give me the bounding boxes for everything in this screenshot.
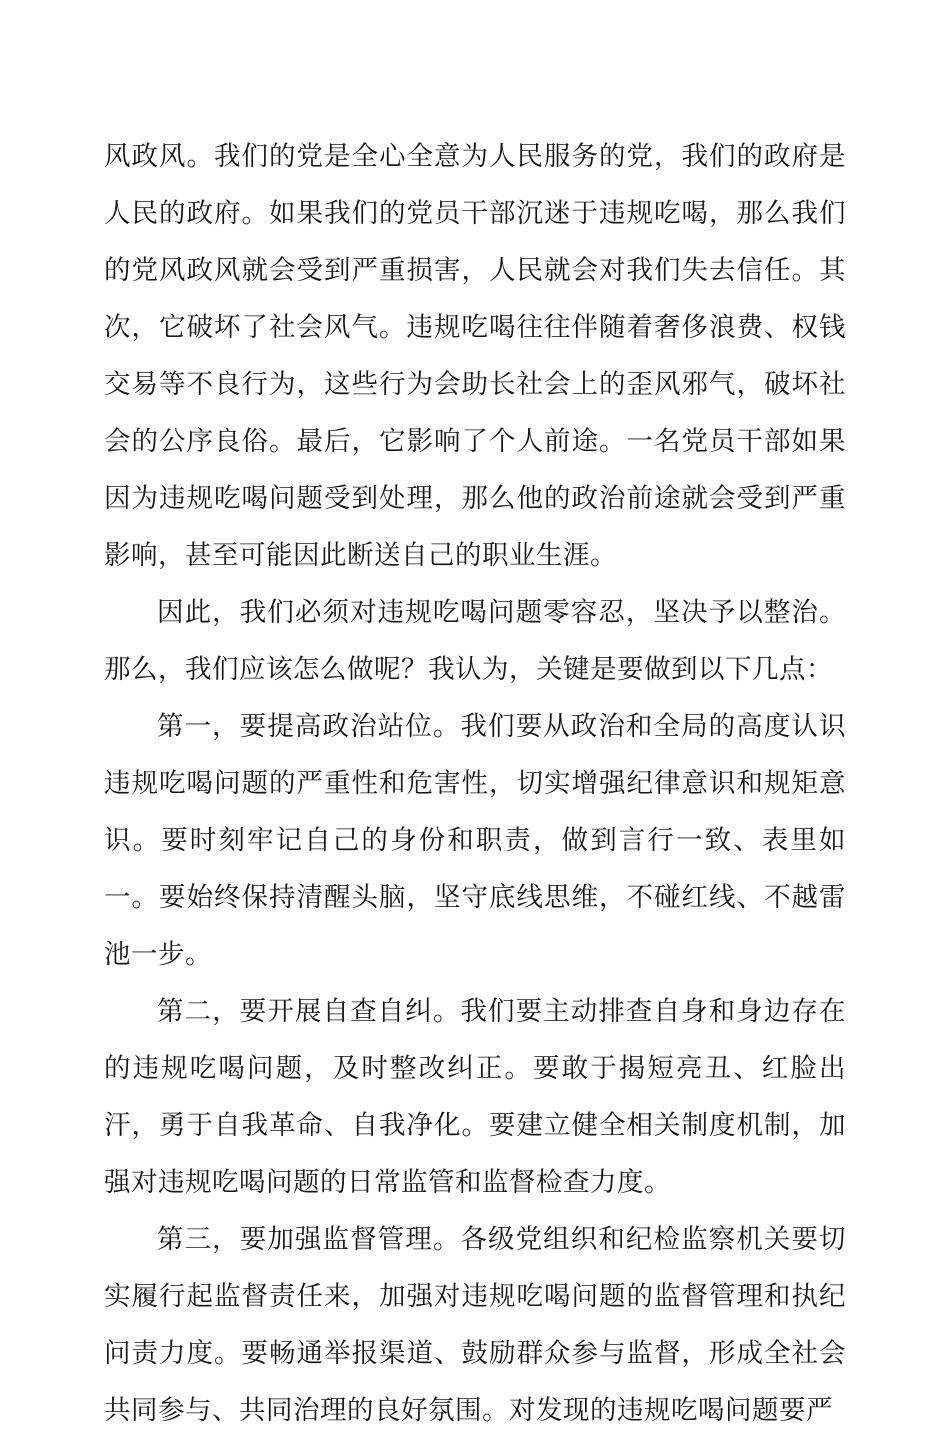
paragraph-3: 第一，要提高政治站位。我们要从政治和全局的高度认识违规吃喝问题的严重性和危害性，切实增强纪律意识和规矩意识。要时刻牢记自己的身份和职责，做到言行一致、表里如一。要始终保持清醒头脑，坚守底线思维，不碰红线、不越雷池一步。 bbox=[104, 711, 846, 970]
paragraph-2: 因此，我们必须对违规吃喝问题零容忍，坚决予以整治。那么，我们应该怎么做呢？我认为，关键是要做到以下几点： bbox=[104, 597, 846, 685]
paragraph-1: 风政风。我们的党是全心全意为人民服务的党，我们的政府是人民的政府。如果我们的党员干部沉迷于违规吃喝，那么我们的党风政风就会受到严重损害，人民就会对我们失去信任。其次，它破坏了社会风气。违规吃喝往往伴随着奢侈浪费、权钱交易等不良行为，这些行为会助长社会上的歪风邪气，破坏社会的公序良俗。最后，它影响了个人前途。一名党员干部如果因为违规吃喝问题受到处理，那么他的政治前途就会受到严重影响，甚至可能因此断送自己的职业生涯。 bbox=[104, 141, 846, 571]
paragraph-4: 第二，要开展自查自纠。我们要主动排查自身和身边存在的违规吃喝问题，及时整改纠正。要敢于揭短亮丑、红脸出汗，勇于自我革命、自我净化。要建立健全相关制度机制，加强对违规吃喝问题的日常监管和监督检查力度。 bbox=[104, 996, 846, 1198]
document-body bbox=[104, 128, 846, 1439]
paragraph-5: 第三，要加强监督管理。各级党组织和纪检监察机关要切实履行起监督责任来，加强对违规吃喝问题的监督管理和执纪问责力度。要畅通举报渠道、鼓励群众参与监督，形成全社会共同参与、共同治理的良好氛围。对发现的违规吃喝问题要严 bbox=[104, 1224, 846, 1426]
